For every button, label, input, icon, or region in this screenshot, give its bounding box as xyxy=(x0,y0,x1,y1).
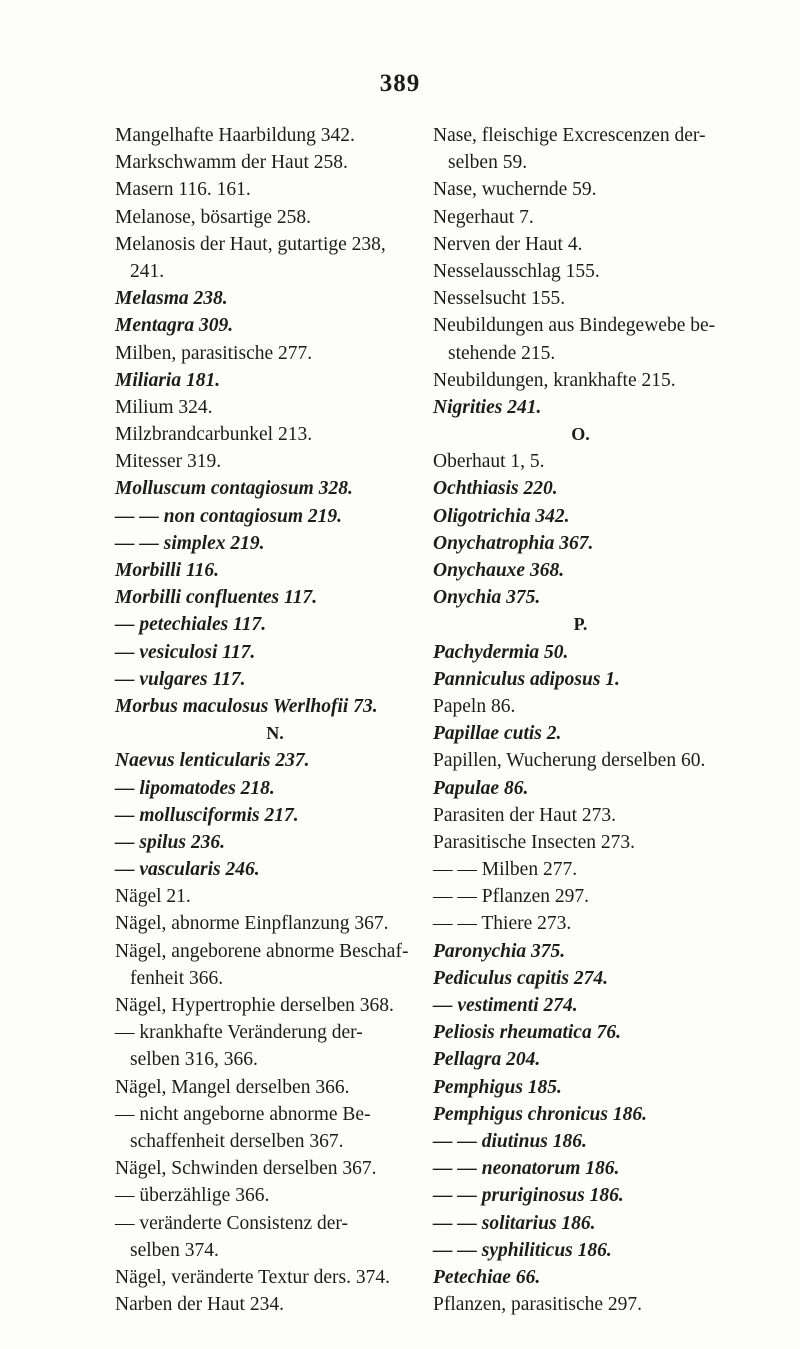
index-entry: Milzbrandcarbunkel 213. xyxy=(115,424,313,446)
index-entry: Papillae cutis 2. xyxy=(433,723,562,745)
index-entry: schaffenheit derselben 367. xyxy=(130,1130,344,1152)
index-entry: — vesiculosi 117. xyxy=(115,641,256,663)
index-entry: Negerhaut 7. xyxy=(433,206,534,228)
index-entry: Markschwamm der Haut 258. xyxy=(115,152,348,174)
index-entry: Ochthiasis 220. xyxy=(433,478,558,500)
index-entry: — mollusciformis 217. xyxy=(115,804,299,826)
index-column-right xyxy=(433,122,728,1318)
index-entry: Onychia 375. xyxy=(433,587,541,609)
index-entry: fenheit 366. xyxy=(130,967,224,989)
index-entry: Papeln 86. xyxy=(433,695,516,717)
index-entry: — — pruriginosus 186. xyxy=(433,1185,624,1207)
index-entry: — — neonatorum 186. xyxy=(433,1158,620,1180)
index-entry: Melasma 238. xyxy=(115,288,228,310)
index-entry: Nesselsucht 155. xyxy=(433,288,566,310)
index-entry: Pediculus capitis 274. xyxy=(433,967,608,989)
index-entry: — krankhafte Veränderung der- xyxy=(115,1022,363,1044)
index-entry: — spilus 236. xyxy=(115,831,225,853)
index-entry: Nägel, abnorme Einpflanzung 367. xyxy=(115,913,389,935)
index-entry: Narben der Haut 234. xyxy=(115,1294,284,1316)
index-entry: Milium 324. xyxy=(115,396,213,418)
index-entry: Nase, wuchernde 59. xyxy=(433,179,597,201)
index-entry: — — syphiliticus 186. xyxy=(433,1239,612,1261)
index-entry: Nägel, Hypertrophie derselben 368. xyxy=(115,995,394,1016)
index-entry: Neubildungen, krankhafte 215. xyxy=(433,369,676,391)
index-entry: Papulae 86. xyxy=(433,777,529,799)
index-entry: Nägel, Schwinden derselben 367. xyxy=(115,1158,377,1180)
index-entry: Pachydermia 50. xyxy=(433,641,569,663)
index-entry: Morbilli confluentes 117. xyxy=(115,587,318,609)
index-entry: Pellagra 204. xyxy=(433,1049,541,1071)
index-entry: — veränderte Consistenz der- xyxy=(115,1212,348,1234)
page-number: 389 xyxy=(379,70,421,97)
index-entry: Onychauxe 368. xyxy=(433,560,565,581)
index-entry: — petechiales 117. xyxy=(115,614,267,636)
index-entry: — — non contagiosum 219. xyxy=(115,505,343,527)
index-entry: — lipomatodes 218. xyxy=(115,777,275,799)
index-entry: Pemphigus 185. xyxy=(433,1076,562,1098)
index-entry: Naevus lenticularis 237. xyxy=(115,750,310,772)
index-entry: Pflanzen, parasitische 297. xyxy=(433,1294,643,1316)
index-entry: Papillen, Wucherung derselben 60. xyxy=(433,750,706,772)
index-entry: Nägel, Mangel derselben 366. xyxy=(115,1076,350,1098)
index-entry: Masern 116. 161. xyxy=(115,179,251,201)
index-entry: — — diutinus 186. xyxy=(433,1130,587,1152)
index-entry: Milben, parasitische 277. xyxy=(115,342,313,364)
index-entry: — vulgares 117. xyxy=(115,668,246,690)
index-entry: Oberhaut 1, 5. xyxy=(433,451,545,473)
index-entry: Petechiae 66. xyxy=(433,1266,541,1288)
index-entry: selben 59. xyxy=(448,152,528,174)
section-letter: P. xyxy=(573,614,588,635)
index-entry: Melanosis der Haut, gutartige 238, xyxy=(115,233,386,255)
index-entry: Mentagra 309. xyxy=(115,315,234,337)
index-entry: Morbus maculosus Werlhofii 73. xyxy=(115,695,378,717)
section-letter: O. xyxy=(571,424,590,445)
index-entry: Mitesser 319. xyxy=(115,451,222,473)
index-entry: — — Milben 277. xyxy=(433,859,578,881)
index-entry: Mangelhafte Haarbildung 342. xyxy=(115,125,355,146)
index-entry: Nigrities 241. xyxy=(433,396,542,418)
index-entry: stehende 215. xyxy=(448,342,556,364)
index-entry: selben 316, 366. xyxy=(130,1049,258,1071)
index-entry: — überzählige 366. xyxy=(115,1185,270,1207)
index-column-left xyxy=(115,122,435,1318)
index-entry: Onychatrophia 367. xyxy=(433,532,594,554)
index-entry: 241. xyxy=(130,260,165,282)
section-letter: N. xyxy=(266,723,284,744)
index-entry: Paronychia 375. xyxy=(433,940,566,962)
index-entry: Nägel, angeborene abnorme Beschaf- xyxy=(115,940,409,962)
index-entry: Nägel, veränderte Textur ders. 374. xyxy=(115,1266,390,1288)
index-entry: — vascularis 246. xyxy=(115,859,260,881)
index-entry: Oligotrichia 342. xyxy=(433,505,570,527)
index-entry: — — Pflanzen 297. xyxy=(433,886,589,908)
index-entry: Nägel 21. xyxy=(115,886,191,908)
index-entry: Peliosis rheumatica 76. xyxy=(433,1022,621,1044)
index-entry: Pemphigus chronicus 186. xyxy=(433,1103,647,1125)
index-entry: Morbilli 116. xyxy=(115,560,220,581)
index-entry: Miliaria 181. xyxy=(115,369,221,391)
index-entry: selben 374. xyxy=(130,1239,219,1261)
index-entry: — — simplex 219. xyxy=(115,532,265,554)
index-entry: — nicht angeborne abnorme Be- xyxy=(115,1103,371,1125)
index-entry: Nerven der Haut 4. xyxy=(433,233,583,255)
index-entry: Nesselausschlag 155. xyxy=(433,260,600,282)
index-entry: Neubildungen aus Bindegewebe be- xyxy=(433,315,716,337)
index-entry: — vestimenti 274. xyxy=(433,995,578,1016)
index-entry: — — Thiere 273. xyxy=(433,913,572,935)
index-entry: Parasitische Insecten 273. xyxy=(433,831,635,853)
index-entry: — — solitarius 186. xyxy=(433,1212,596,1234)
index-entry: Nase, fleischige Excrescenzen der- xyxy=(433,125,706,146)
index-entry: Parasiten der Haut 273. xyxy=(433,804,617,826)
index-entry: Panniculus adiposus 1. xyxy=(433,668,620,690)
index-entry: Melanose, bösartige 258. xyxy=(115,206,312,228)
index-entry: Molluscum contagiosum 328. xyxy=(115,478,353,500)
